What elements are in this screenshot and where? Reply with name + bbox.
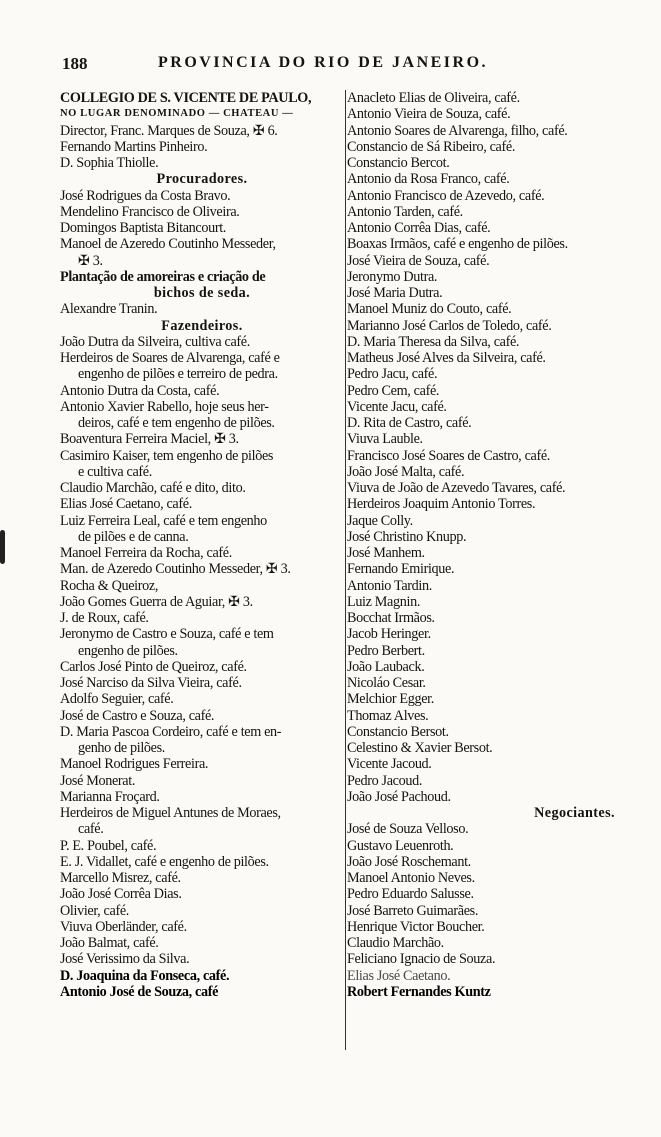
list-item: Elias José Caetano, café.	[60, 496, 192, 513]
list-item: Pedro Jacoud.	[347, 772, 423, 789]
list-item: José de Souza Velloso.	[347, 821, 469, 838]
list-item: Luiz Ferreira Leal, café e tem engenho	[60, 512, 267, 529]
list-item: D. Joaquina da Fonseca, café.	[60, 967, 230, 984]
list-item: Nicoláo Cesar.	[347, 675, 426, 691]
list-item-continuation: e cultiva café.	[78, 463, 152, 480]
list-item: Pedro Jacu, café.	[347, 366, 438, 383]
list-item: Gustavo Leuenroth.	[347, 837, 454, 854]
running-header	[62, 54, 548, 84]
list-item: José Barreto Guimarães.	[347, 902, 479, 919]
list-item: José Christino Knupp.	[347, 528, 467, 545]
list-item: João José Malta, café.	[347, 463, 465, 480]
list-item: Elias José Caetano.	[347, 967, 451, 984]
list-item: José Verissimo da Silva.	[60, 951, 190, 968]
list-item: Antonio Corrêa Dias, café.	[347, 220, 491, 236]
list-item: Olivier, café.	[60, 902, 129, 919]
list-item: José Manhem.	[347, 545, 425, 561]
list-item: Manoel de Azeredo Coutinho Messeder,	[60, 236, 276, 253]
list-item: João José Corrêa Dias.	[60, 886, 182, 903]
list-item: Thomaz Alves.	[347, 707, 429, 724]
list-item: Jeronymo Dutra.	[347, 268, 438, 285]
ink-blot	[0, 530, 5, 564]
list-item: Henrique Victor Boucher.	[347, 918, 485, 935]
list-item: Viuva de João de Azevedo Tavares, café.	[347, 480, 566, 496]
list-item: Francisco José Soares de Castro, café.	[347, 447, 550, 464]
list-item: E. J. Vidallet, café e engenho de pilões.	[60, 853, 269, 870]
list-item: Melchior Egger.	[347, 691, 434, 708]
institution-title: COLLEGIO DE S. VICENTE DE PAULO,	[60, 90, 312, 106]
list-item: Fernando Martins Pinheiro.	[60, 138, 208, 155]
list-item: Manoel Ferreira da Rocha, café.	[60, 545, 232, 561]
list-item: D. Rita de Castro, café.	[347, 415, 472, 431]
list-item: Viuva Oberländer, café.	[60, 918, 187, 935]
list-item: Antonio Soares de Alvarenga, filho, café.	[347, 122, 568, 139]
list-item: Antonio Xavier Rabello, hoje seus her-	[60, 398, 269, 415]
list-item: Antonio da Rosa Franco, café.	[347, 171, 510, 188]
list-item-continuation: deiros, café e tem engenho de pilões.	[78, 415, 275, 431]
list-item: Herdeiros de Miguel Antunes de Moraes,	[60, 805, 281, 821]
list-item: Carlos José Pinto de Queiroz, café.	[60, 658, 247, 675]
list-item: Boaxas Irmãos, café e engenho de pilões.	[347, 236, 568, 253]
section-heading: Procuradores.	[156, 171, 248, 188]
section-heading-continuation: bichos de seda.	[153, 285, 251, 301]
list-item: D. Maria Theresa da Silva, café.	[347, 333, 520, 350]
list-item: Matheus José Alves da Silveira, café.	[347, 350, 546, 366]
section-heading: Fazendeiros.	[161, 317, 243, 334]
list-item: Pedro Berbert.	[347, 642, 425, 659]
running-title: PROVINCIA DO RIO DE JANEIRO.	[158, 54, 489, 71]
left-column	[60, 90, 344, 1000]
list-item: Antonio Francisco de Azevedo, café.	[347, 187, 545, 204]
list-item: Pedro Eduardo Salusse.	[347, 886, 474, 903]
list-item: Feliciano Ignacio de Souza.	[347, 951, 496, 968]
list-item-continuation: genho de pilões.	[78, 740, 165, 756]
list-item: Herdeiros de Soares de Alvarenga, café e	[60, 350, 280, 366]
list-item: Vicente Jacu, café.	[347, 398, 447, 415]
list-item: Luiz Magnin.	[347, 593, 421, 610]
section-heading: Negociantes.	[534, 805, 615, 821]
list-item: Pedro Cem, café.	[347, 382, 440, 399]
list-item: J. de Roux, café.	[60, 610, 149, 626]
list-item: Manoel Antonio Neves.	[347, 870, 475, 886]
list-item: Antonio Dutra da Costa, café.	[60, 382, 220, 399]
list-item: Fernando Emirique.	[347, 561, 455, 578]
list-item: João Lauback.	[347, 658, 425, 675]
list-item: Antonio José de Souza, café	[60, 983, 219, 1000]
list-item: Claudio Marchão, café e dito, dito.	[60, 480, 246, 496]
list-item: José de Castro e Souza, café.	[60, 707, 215, 724]
list-item: Boaventura Ferreira Maciel, ✠ 3.	[60, 431, 239, 448]
list-item: Viuva Lauble.	[347, 431, 423, 448]
section-heading: Plantação de amoreiras e criação de	[60, 268, 266, 285]
list-item-continuation: engenho de pilões e terreiro de pedra.	[78, 366, 278, 383]
list-item: José Narciso da Silva Vieira, café.	[60, 675, 242, 691]
list-item: Jeronymo de Castro e Souza, café e tem	[60, 626, 274, 643]
list-item: Director, Franc. Marques de Souza, ✠ 6.	[60, 122, 278, 139]
list-item: D. Sophia Thiolle.	[60, 155, 159, 171]
list-item: Marianno José Carlos de Toledo, café.	[347, 317, 552, 334]
list-item: Constancio de Sá Ribeiro, café.	[347, 138, 516, 155]
list-item: João Balmat, café.	[60, 935, 159, 951]
list-item-continuation: engenho de pilões.	[78, 642, 178, 659]
list-item: Constancio Bersot.	[347, 723, 449, 740]
list-item: P. E. Poubel, café.	[60, 837, 157, 854]
list-item: José Monerat.	[60, 772, 136, 789]
list-item: Manoel Rodrigues Ferreira.	[60, 756, 209, 773]
list-item: José Rodrigues da Costa Bravo.	[60, 187, 231, 204]
list-item: Marcello Misrez, café.	[60, 870, 181, 886]
list-item: João José Roschemant.	[347, 853, 471, 870]
list-item-continuation: de pilões e de canna.	[78, 528, 189, 545]
list-item: Jaque Colly.	[347, 512, 413, 529]
list-item: Vicente Jacoud.	[347, 756, 432, 773]
list-item: Domingos Baptista Bitancourt.	[60, 220, 226, 236]
list-item: José Vieira de Souza, café.	[347, 252, 490, 269]
list-item: Antonio Tardin.	[347, 577, 432, 594]
list-item: D. Maria Pascoa Cordeiro, café e tem en-	[60, 723, 282, 740]
list-item: Mendelino Francisco de Oliveira.	[60, 203, 240, 220]
list-item-continuation: café.	[78, 821, 104, 838]
list-item: Bocchat Irmãos.	[347, 610, 435, 626]
page-number: 188	[62, 54, 88, 73]
list-item: João Gomes Guerra de Aguiar, ✠ 3.	[60, 593, 253, 610]
list-item: Antonio Tarden, café.	[347, 203, 463, 220]
right-column	[345, 90, 631, 1050]
list-item: Adolfo Seguier, café.	[60, 691, 174, 708]
list-item: Herdeiros Joaquim Antonio Torres.	[347, 496, 536, 513]
list-item: Antonio Vieira de Souza, café.	[347, 106, 511, 123]
list-item: Manoel Muniz do Couto, café.	[347, 301, 512, 318]
list-item-continuation: ✠ 3.	[78, 252, 103, 269]
list-item: Claudio Marchão.	[347, 935, 444, 951]
list-item: Robert Fernandes Kuntz	[347, 983, 491, 1000]
list-item: João Dutra da Silveira, cultiva café.	[60, 333, 250, 350]
list-item: Marianna Froçard.	[60, 788, 160, 805]
list-item: Man. de Azeredo Coutinho Messeder, ✠ 3.	[60, 561, 291, 578]
institution-subtitle: NO LUGAR DENOMINADO — CHATEAU —	[60, 108, 294, 120]
list-item: José Maria Dutra.	[347, 285, 443, 301]
list-item: Constancio Bercot.	[347, 155, 450, 171]
list-item: João José Pachoud.	[347, 788, 451, 805]
list-item: Jacob Heringer.	[347, 626, 431, 643]
list-item: Anacleto Elias de Oliveira, café.	[347, 90, 520, 106]
list-item: Celestino & Xavier Bersot.	[347, 740, 493, 756]
list-item: Alexandre Tranin.	[60, 301, 158, 318]
list-item: Casimiro Kaiser, tem engenho de pilões	[60, 447, 274, 464]
list-item: Rocha & Queiroz,	[60, 577, 159, 594]
